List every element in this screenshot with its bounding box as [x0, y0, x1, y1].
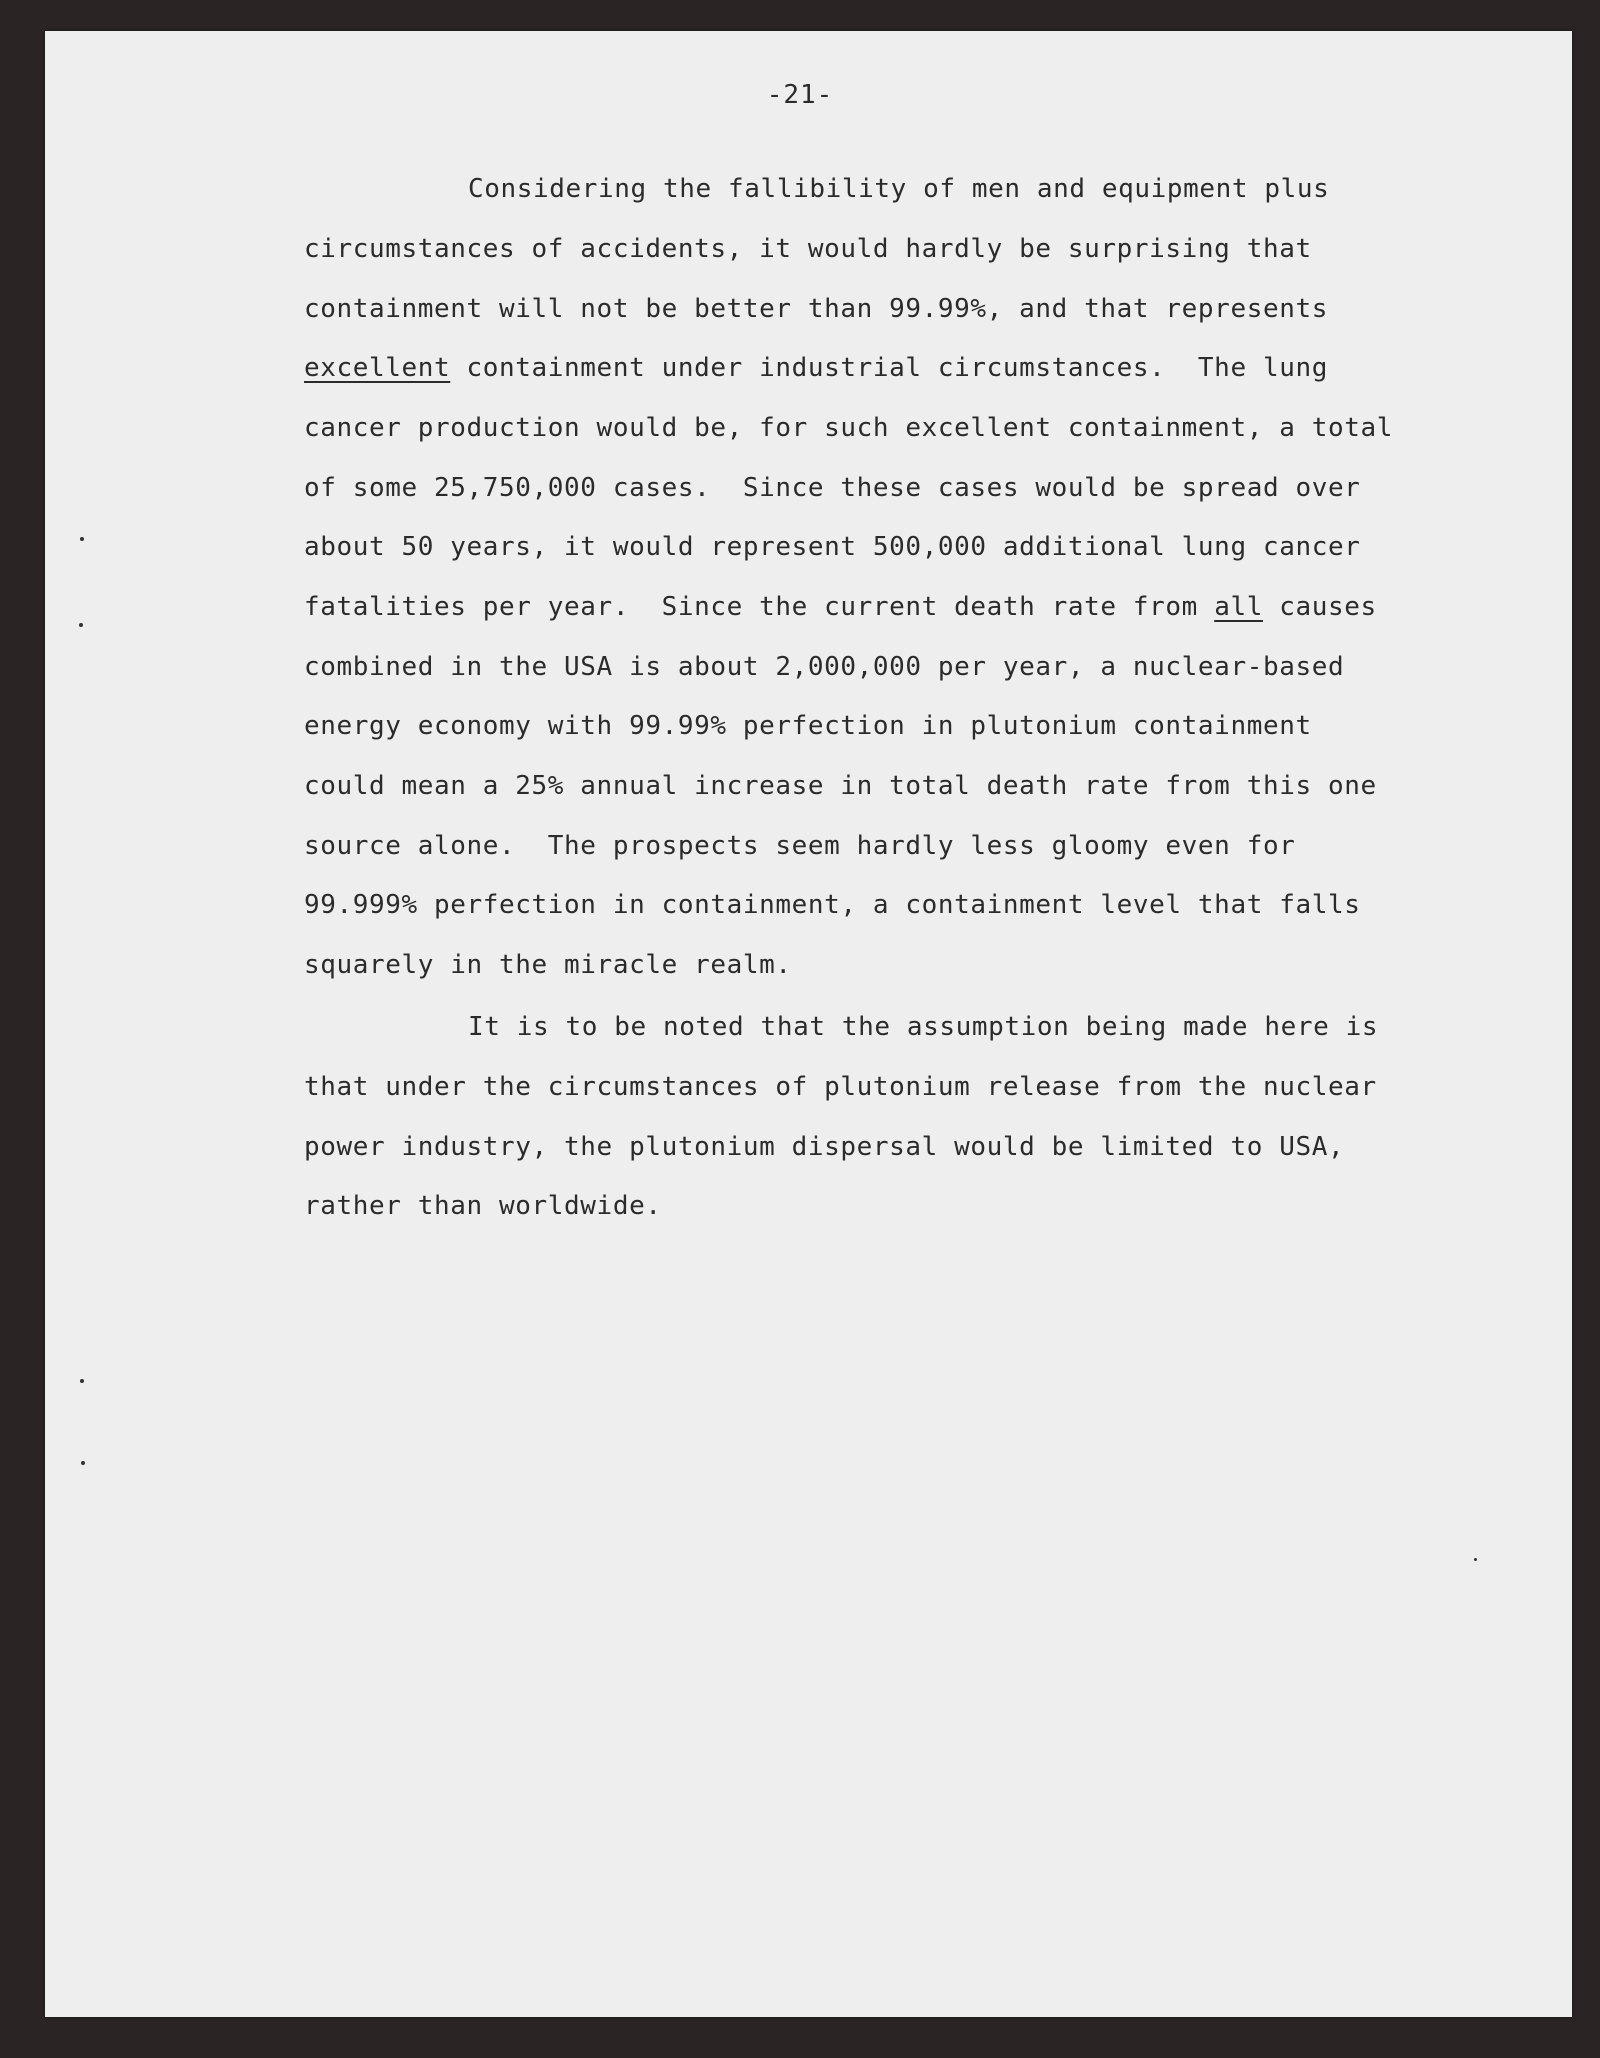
text-line: [304, 592, 1377, 622]
text-line: about 50 years, it would represent 500,000 additional lung cancer: [304, 532, 1361, 562]
text-line: combined in the USA is about 2,000,000 per year, a nuclear-based: [304, 652, 1345, 682]
text-line: squarely in the miracle realm.: [304, 950, 792, 980]
text-line: of some 25,750,000 cases. Since these cases would be spread over: [304, 473, 1361, 503]
text-line: It is to be noted that the assumption being made here is: [468, 1012, 1379, 1042]
text-line: cancer production would be, for such excellent containment, a total: [304, 413, 1393, 443]
text-run: fatalities per year. Since the current death rate from: [304, 592, 1215, 622]
text-line: could mean a 25% annual increase in total death rate from this one: [304, 771, 1377, 801]
text-line: energy economy with 99.99% perfection in plutonium containment: [304, 711, 1312, 741]
text-line: power industry, the plutonium dispersal would be limited to USA,: [304, 1132, 1345, 1162]
text-line: source alone. The prospects seem hardly less gloomy even for: [304, 831, 1296, 861]
text-line: 99.999% perfection in containment, a containment level that falls: [304, 890, 1361, 920]
underlined-word: excellent: [304, 353, 451, 383]
text-run: containment under industrial circumstances. The lung: [450, 353, 1328, 383]
text-line: that under the circumstances of plutonium release from the nuclear: [304, 1072, 1377, 1102]
text-line: circumstances of accidents, it would hardly be surprising that: [304, 234, 1312, 264]
paper-speck: [80, 1379, 84, 1383]
text-line: containment will not be better than 99.99%, and that represents: [304, 294, 1328, 324]
text-line: rather than worldwide.: [304, 1191, 662, 1221]
paper-speck: [79, 623, 83, 627]
paper-speck: [81, 1461, 85, 1465]
text-run: causes: [1262, 592, 1377, 622]
paper-speck: [1474, 1558, 1477, 1561]
underlined-word: all: [1214, 592, 1263, 622]
text-line: Considering the fallibility of men and equipment plus: [468, 174, 1330, 204]
paper-speck: [80, 537, 84, 541]
text-line: [304, 353, 1328, 383]
page-number: -21-: [766, 80, 834, 110]
